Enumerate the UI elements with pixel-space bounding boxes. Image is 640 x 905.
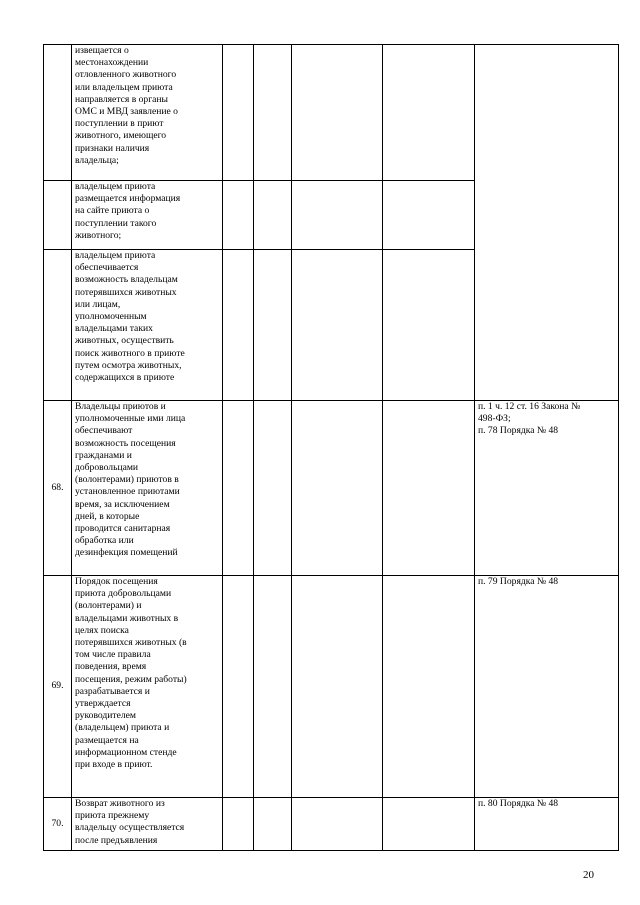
answer-na-cell	[292, 250, 383, 401]
answer-yes-cell	[223, 45, 254, 181]
page-number: 20	[583, 869, 594, 881]
note-cell	[383, 181, 475, 250]
answer-no-cell	[254, 576, 292, 798]
legal-reference: п. 1 ч. 12 ст. 16 Закона № 498-ФЗ; п. 78 Порядка № 48	[475, 401, 619, 576]
answer-na-cell	[292, 45, 383, 181]
note-cell	[383, 401, 475, 576]
row-number: 69.	[44, 576, 72, 798]
row-number	[44, 45, 72, 181]
table-row	[44, 401, 619, 576]
requirement-text: владельцем приюта размещается информация на сайте приюта о поступлении такого животного;	[72, 181, 223, 250]
note-cell	[383, 250, 475, 401]
answer-no-cell	[254, 401, 292, 576]
requirement-text: Порядок посещения приюта добровольцами (волонтерами) и владельцами животных в целях поиска потерявшихся животных (в том числе правила поведения, время посещения, режим работы) разрабатывается и утверждается руководителем (владельцем) приюта и размещается на информационном стенде при входе в приют.	[72, 576, 223, 798]
answer-na-cell	[292, 798, 383, 851]
row-number	[44, 250, 72, 401]
answer-no-cell	[254, 798, 292, 851]
table-row	[44, 45, 619, 181]
note-cell	[383, 576, 475, 798]
note-cell	[383, 798, 475, 851]
answer-na-cell	[292, 401, 383, 576]
requirement-text: владельцем приюта обеспечивается возможность владельцам потерявшихся животных или лицам, уполномоченным владельцами таких животных, осуществить поиск животного в приюте путем осмотра животных, содержащихся в приюте	[72, 250, 223, 401]
answer-no-cell	[254, 181, 292, 250]
row-number: 68.	[44, 401, 72, 576]
answer-yes-cell	[223, 250, 254, 401]
requirement-text: извещается о местонахождении отловленного животного или владельцем приюта направляется в органы ОМС и МВД заявление о поступлении в приют животного, имеющего признаки наличия владельца;	[72, 45, 223, 181]
legal-reference: п. 79 Порядка № 48	[475, 576, 619, 798]
note-cell	[383, 45, 475, 181]
answer-no-cell	[254, 250, 292, 401]
answer-yes-cell	[223, 576, 254, 798]
answer-yes-cell	[223, 798, 254, 851]
answer-no-cell	[254, 45, 292, 181]
answer-yes-cell	[223, 181, 254, 250]
requirement-text: Возврат животного из приюта прежнему владельцу осуществляется после предъявления	[72, 798, 223, 851]
table-row	[44, 576, 619, 798]
row-number: 70.	[44, 798, 72, 851]
answer-na-cell	[292, 576, 383, 798]
answer-yes-cell	[223, 401, 254, 576]
requirements-table	[43, 44, 619, 851]
requirement-text: Владельцы приютов и уполномоченные ими лица обеспечивают возможность посещения гражданами и добровольцами (волонтерами) приютов в установленное приютами время, за исключением дней, в которые проводится санитарная обработка или дезинфекция помещений	[72, 401, 223, 576]
table-row	[44, 798, 619, 851]
legal-reference: п. 80 Порядка № 48	[475, 798, 619, 851]
answer-na-cell	[292, 181, 383, 250]
row-number	[44, 181, 72, 250]
legal-reference-cell	[475, 45, 619, 401]
